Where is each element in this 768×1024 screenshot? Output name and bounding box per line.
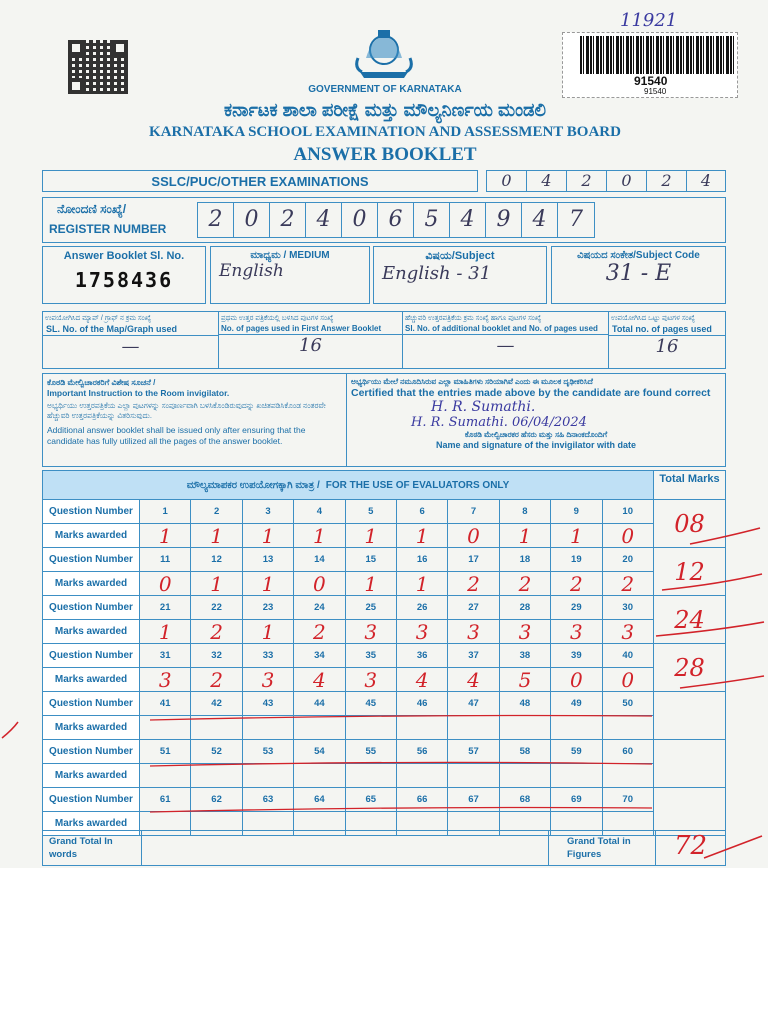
question-number-cell: 40 (603, 644, 654, 668)
question-number-cell: 59 (551, 740, 602, 764)
marks-awarded-cell[interactable]: 4 (448, 668, 499, 692)
marks-awarded-label: Marks awarded (42, 812, 140, 836)
pages-first-label: No. of pages used in First Answer Booklet (219, 323, 402, 335)
marks-awarded-label: Marks awarded (42, 572, 140, 596)
marks-awarded-cell[interactable]: 3 (397, 620, 448, 644)
question-number-cell: 47 (448, 692, 499, 716)
subject-value: English - 31 (382, 263, 492, 284)
map-graph-value: — (121, 336, 140, 357)
question-number-cell: 35 (346, 644, 397, 668)
question-number-cell: 29 (551, 596, 602, 620)
exam-date-digit: 0 (487, 171, 527, 191)
marks-awarded-cell[interactable]: 1 (243, 572, 294, 596)
question-number-cell: 56 (397, 740, 448, 764)
grand-total-figures-value: 72 (655, 831, 725, 865)
marks-awarded-cell[interactable]: 1 (397, 524, 448, 548)
question-number-cell: 27 (448, 596, 499, 620)
register-digit: 2 (270, 203, 306, 237)
question-number-cell: 61 (140, 788, 191, 812)
question-number-label: Question Number (42, 644, 140, 668)
total-pages-value: 16 (655, 336, 679, 357)
medium-label: ಮಾಧ್ಯಮ / MEDIUM (250, 250, 330, 261)
marks-awarded-cell[interactable]: 4 (294, 668, 345, 692)
question-number-cell: 4 (294, 500, 345, 524)
question-number-cell: 20 (603, 548, 654, 572)
marks-awarded-cell[interactable]: 3 (346, 620, 397, 644)
marks-awarded-label: Marks awarded (42, 524, 140, 548)
pages-first-value: 16 (299, 335, 322, 356)
question-number-cell: 46 (397, 692, 448, 716)
question-number-cell: 64 (294, 788, 345, 812)
register-digit: 6 (378, 203, 414, 237)
marks-awarded-cell[interactable]: 3 (243, 668, 294, 692)
marks-awarded-cell[interactable]: 2 (603, 572, 654, 596)
question-number-cell: 3 (243, 500, 294, 524)
marks-awarded-cell[interactable]: 0 (448, 524, 499, 548)
question-number-cell: 2 (191, 500, 242, 524)
question-number-cell: 69 (551, 788, 602, 812)
question-number-cell: 54 (294, 740, 345, 764)
question-number-cell: 50 (603, 692, 654, 716)
question-number-cell: 19 (551, 548, 602, 572)
register-digit: 4 (450, 203, 486, 237)
question-number-cell: 45 (346, 692, 397, 716)
map-graph-label-kannada: ಉಪಯೋಗಿಸಿದ ಮ್ಯಾಪ್ / ಗ್ರಾಫ್ ನ ಕ್ರಮ ಸಂಖ್ಯೆ (45, 315, 152, 322)
exam-date-digit: 2 (567, 171, 607, 191)
question-number-cell: 44 (294, 692, 345, 716)
marks-awarded-cell[interactable]: 1 (294, 524, 345, 548)
question-number-label: Question Number (42, 692, 140, 716)
register-digit: 9 (486, 203, 522, 237)
exam-date-digit: 4 (700, 171, 712, 190)
register-digit: 0 (234, 203, 270, 237)
question-number-cell: 17 (448, 548, 499, 572)
question-number-label: Question Number (42, 788, 140, 812)
question-number-cell: 49 (551, 692, 602, 716)
question-number-cell: 41 (140, 692, 191, 716)
medium-value: English (219, 261, 284, 281)
question-number-cell: 66 (397, 788, 448, 812)
question-number-cell: 53 (243, 740, 294, 764)
exam-date-digit: 2 (647, 171, 687, 191)
question-number-cell: 60 (603, 740, 654, 764)
board-name-kannada: ಕರ್ನಾಟಕ ಶಾಲಾ ಪರೀಕ್ಷೆ ಮತ್ತು ಮೌಲ್ಯನಿರ್ಣಯ ಮಂಡಲಿ (224, 100, 546, 120)
question-number-cell: 67 (448, 788, 499, 812)
additional-booklet-label: Sl. No. of additional booklet and No. of pages used (403, 323, 608, 335)
marks-awarded-cell[interactable]: 1 (243, 524, 294, 548)
invigilator-signature-2: H. R. Sumathi. 06/04/2024 (411, 415, 587, 430)
question-number-cell: 68 (500, 788, 551, 812)
map-graph-label: SL. No. of the Map/Graph used (43, 323, 218, 336)
question-number-cell: 25 (346, 596, 397, 620)
question-number-cell: 11 (140, 548, 191, 572)
booklet-title: ANSWER BOOKLET (293, 144, 477, 165)
evaluators-title: FOR THE USE OF EVALUATORS ONLY (325, 479, 510, 491)
question-number-cell: 62 (191, 788, 242, 812)
question-number-cell: 23 (243, 596, 294, 620)
question-number-label: Question Number (42, 740, 140, 764)
question-number-cell: 8 (500, 500, 551, 524)
question-number-cell: 16 (397, 548, 448, 572)
question-number-cell: 52 (191, 740, 242, 764)
question-number-cell: 65 (346, 788, 397, 812)
row-total-marks[interactable]: 24 (654, 596, 726, 644)
question-number-cell: 32 (191, 644, 242, 668)
marks-awarded-cell[interactable]: 1 (243, 620, 294, 644)
marks-awarded-cell[interactable]: 2 (191, 620, 242, 644)
question-number-cell: 15 (346, 548, 397, 572)
question-number-cell: 51 (140, 740, 191, 764)
question-number-cell: 14 (294, 548, 345, 572)
question-number-cell: 42 (191, 692, 242, 716)
question-number-cell: 6 (397, 500, 448, 524)
marks-awarded-cell[interactable]: 3 (500, 620, 551, 644)
marks-awarded-cell[interactable]: 1 (140, 524, 191, 548)
register-digit: 2 (198, 203, 234, 237)
question-number-cell: 34 (294, 644, 345, 668)
instruction-text: Additional answer booklet shall be issued only after ensuring that the candidate has fully utilized all the pages of the answer booklet. (47, 424, 306, 446)
marks-awarded-cell[interactable]: 1 (397, 572, 448, 596)
certified-kannada: ಅಭ್ಯರ್ಥಿಯು ಮೇಲೆ ನಮೂದಿಸಿರುವ ಎಲ್ಲಾ ಮಾಹಿತಿಗಳು ಸರಿಯಾಗಿವೆ ಎಂದು ಈ ಮೂಲಕ ದೃಢೀಕರಿಸಿದೆ (351, 377, 593, 386)
grand-total-figures-label: Grand Total in Figures (567, 836, 631, 860)
marks-awarded-cell[interactable]: 0 (294, 572, 345, 596)
question-number-cell: 21 (140, 596, 191, 620)
question-number-cell: 30 (603, 596, 654, 620)
question-number-label: Question Number (42, 596, 140, 620)
question-number-cell: 57 (448, 740, 499, 764)
marks-awarded-cell[interactable]: 2 (191, 668, 242, 692)
question-number-cell: 36 (397, 644, 448, 668)
subject-label: ವಿಷಯ/Subject (425, 250, 495, 262)
question-number-label: Question Number (42, 500, 140, 524)
register-digit: 4 (522, 203, 558, 237)
marks-awarded-label: Marks awarded (42, 764, 140, 788)
total-marks-label: Total Marks (654, 470, 726, 500)
question-number-cell: 26 (397, 596, 448, 620)
question-number-cell: 37 (448, 644, 499, 668)
barcode-number-small: 91540 (644, 87, 667, 96)
marks-awarded-cell[interactable]: 3 (346, 668, 397, 692)
register-digit: 5 (414, 203, 450, 237)
marks-awarded-cell[interactable]: 1 (346, 524, 397, 548)
total-pages-label: Total no. of pages used (609, 323, 725, 336)
evaluators-title-kannada: ಮೌಲ್ಯಮಾಪಕರ ಉಪಯೋಗಕ್ಕಾಗಿ ಮಾತ್ರ / (186, 479, 320, 491)
invigilator-label-kannada: ಕೊಠಡಿ ಮೇಲ್ವಿಚಾರಕರ ಹೆಸರು ಮತ್ತು ಸಹಿ ದಿನಾಂಕದೊಂದಿಗೆ (464, 430, 608, 439)
question-number-cell: 24 (294, 596, 345, 620)
marks-awarded-cell[interactable]: 1 (140, 620, 191, 644)
question-number-cell: 39 (551, 644, 602, 668)
register-label-english: REGISTER NUMBER (49, 222, 167, 236)
subject-code-label: ವಿಷಯದ ಸಂಕೇತ/Subject Code (577, 250, 700, 261)
question-number-cell: 58 (500, 740, 551, 764)
exam-type-label: SSLC/PUC/OTHER EXAMINATIONS (151, 173, 369, 189)
marks-awarded-cell[interactable]: 3 (140, 668, 191, 692)
additional-booklet-value: — (496, 335, 515, 356)
marks-awarded-cell[interactable]: 1 (191, 524, 242, 548)
question-number-cell: 10 (603, 500, 654, 524)
instruction-kannada: ಅಭ್ಯರ್ಥಿಯು ಉತ್ತರಪತ್ರಿಕೆಯ ಎಲ್ಲಾ ಪುಟಗಳನ್ನು ಸಂಪೂರ್ಣವಾಗಿ ಬಳಸಿಕೊಂಡಿರುವುದನ್ನು ಖಚಿತಪಡಿಸಿಕೊಂಡ ನಂತರವೇ ಹೆಚ್ಚುವರಿ ಉತ್ತರಪತ್ರಿಕೆಯನ್ನು ವಿತರಿಸುವುದು. (47, 401, 326, 420)
question-number-cell: 55 (346, 740, 397, 764)
marks-awarded-cell[interactable]: 3 (448, 620, 499, 644)
marks-awarded-cell[interactable]: 1 (191, 572, 242, 596)
marks-awarded-cell[interactable]: 4 (397, 668, 448, 692)
question-number-cell: 1 (140, 500, 191, 524)
marks-awarded-cell[interactable]: 0 (603, 668, 654, 692)
marks-awarded-cell[interactable]: 5 (500, 668, 551, 692)
answer-booklet-sl-value: 1758436 (74, 268, 174, 292)
marks-awarded-cell[interactable]: 2 (294, 620, 345, 644)
marks-awarded-cell[interactable]: 3 (603, 620, 654, 644)
marks-awarded-cell[interactable]: 0 (140, 572, 191, 596)
row-total-marks[interactable]: 08 (654, 500, 726, 548)
government-heading: GOVERNMENT OF KARNATAKA (308, 84, 462, 95)
question-number-cell: 5 (346, 500, 397, 524)
row-total-marks[interactable]: 12 (654, 548, 726, 596)
register-digit: 4 (306, 203, 342, 237)
instruction-title: Important Instruction to the Room invigilator. (47, 388, 230, 398)
subject-code-value: 31 - E (605, 261, 672, 286)
question-number-cell: 7 (448, 500, 499, 524)
question-number-cell: 28 (500, 596, 551, 620)
marks-awarded-cell[interactable]: 0 (551, 668, 602, 692)
grand-total-words-label: Grand Total In words (49, 836, 113, 860)
marks-awarded-label: Marks awarded (42, 716, 140, 740)
total-pages-label-kannada: ಉಪಯೋಗಿಸಿದ ಒಟ್ಟು ಪುಟಗಳ ಸಂಖ್ಯೆ (611, 315, 695, 322)
question-number-cell: 48 (500, 692, 551, 716)
question-number-cell: 22 (191, 596, 242, 620)
pages-first-label-kannada: ಪ್ರಥಮ ಉತ್ತರ ಪತ್ರಿಕೆಯಲ್ಲಿ ಬಳಸಿದ ಪುಟಗಳ ಸಂಖ್ಯೆ (221, 315, 334, 322)
marks-awarded-cell[interactable]: 1 (346, 572, 397, 596)
marks-awarded-label: Marks awarded (42, 668, 140, 692)
question-number-cell: 70 (603, 788, 654, 812)
invigilator-signature-1: H. R. Sumathi. (431, 399, 536, 415)
row-total-marks[interactable]: 28 (654, 644, 726, 692)
invigilator-label: Name and signature of the invigilator with date (435, 440, 637, 450)
question-number-label: Question Number (42, 548, 140, 572)
marks-awarded-label: Marks awarded (42, 620, 140, 644)
marks-awarded-cell[interactable]: 0 (603, 524, 654, 548)
certified-text: Certified that the entries made above by the candidate are found correct (351, 387, 711, 399)
handwritten-code: 11921 (620, 10, 678, 31)
question-number-cell: 63 (243, 788, 294, 812)
marks-awarded-cell[interactable]: 1 (500, 524, 551, 548)
additional-booklet-label-kannada: ಹೆಚ್ಚುವರಿ ಉತ್ತರಪತ್ರಿಕೆಯ ಕ್ರಮ ಸಂಖ್ಯೆ ಹಾಗೂ ಪುಟಗಳ ಸಂಖ್ಯೆ (405, 315, 542, 322)
marks-awarded-cell[interactable]: 2 (448, 572, 499, 596)
marks-awarded-cell[interactable]: 3 (551, 620, 602, 644)
question-number-cell: 9 (551, 500, 602, 524)
question-number-cell: 31 (140, 644, 191, 668)
exam-date-digit: 0 (607, 171, 647, 191)
register-digit: 0 (342, 203, 378, 237)
register-label-kannada: ನೋಂದಣಿ ಸಂಖ್ಯೆ/ (57, 202, 127, 216)
marks-awarded-cell[interactable]: 2 (551, 572, 602, 596)
board-name-english: KARNATAKA SCHOOL EXAMINATION AND ASSESSMENT BOARD (149, 124, 621, 140)
marks-awarded-cell[interactable]: 2 (500, 572, 551, 596)
question-number-cell: 18 (500, 548, 551, 572)
barcode-number: 91540 (634, 74, 668, 88)
marks-awarded-cell[interactable]: 1 (551, 524, 602, 548)
question-number-cell: 13 (243, 548, 294, 572)
instruction-title-kannada: ಕೊಠಡಿ ಮೇಲ್ವಿಚಾರಕರಿಗೆ ವಿಶೇಷ ಸೂಚನೆ / (47, 378, 156, 387)
register-digit: 7 (569, 207, 583, 232)
question-number-cell: 12 (191, 548, 242, 572)
exam-date-digit: 4 (527, 171, 567, 191)
answer-booklet-sl-label: Answer Booklet Sl. No. (63, 250, 185, 262)
question-number-cell: 38 (500, 644, 551, 668)
question-number-cell: 43 (243, 692, 294, 716)
question-number-cell: 33 (243, 644, 294, 668)
